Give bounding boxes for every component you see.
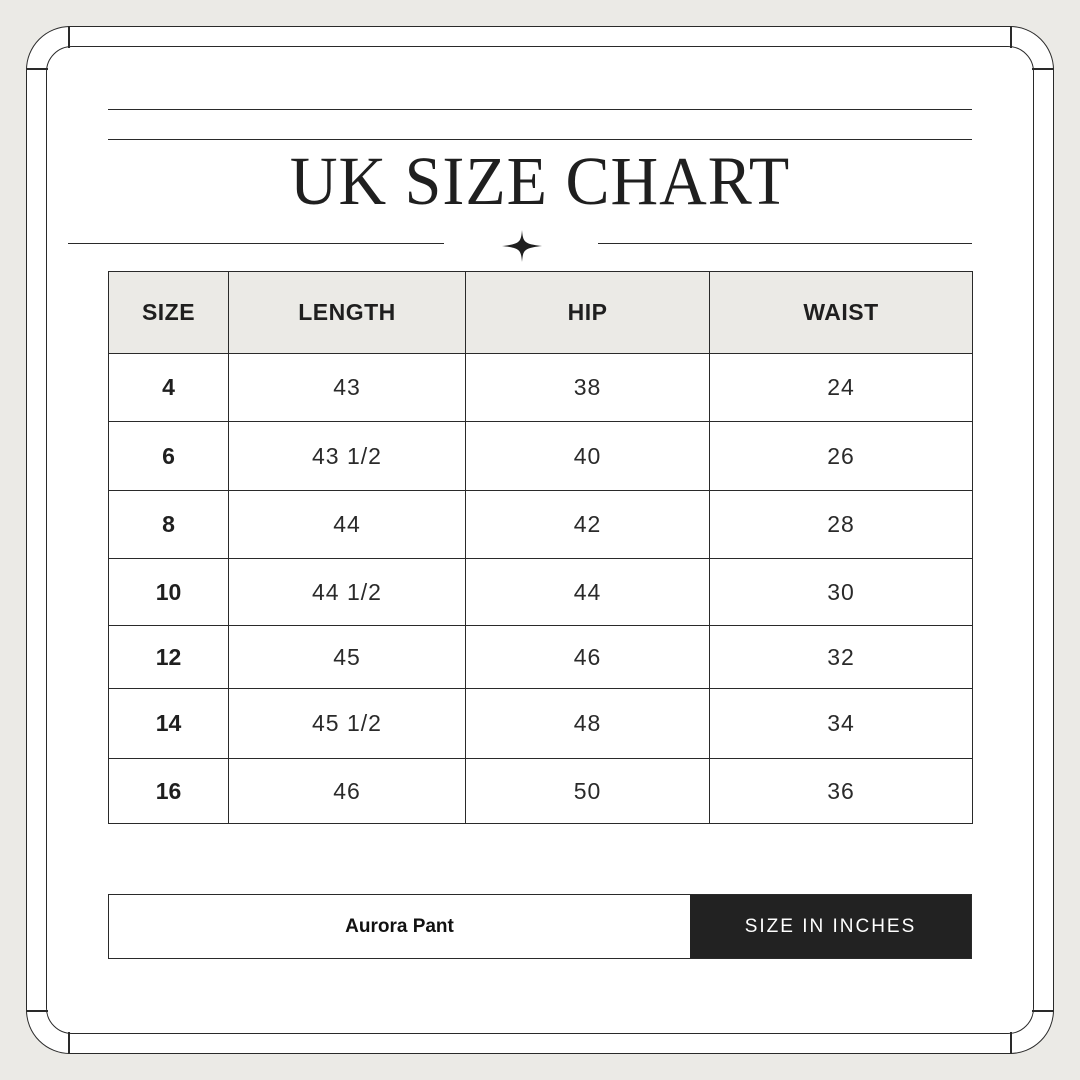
waist-cell: 28 [710,491,973,559]
size-cell: 12 [109,626,229,689]
product-name: Aurora Pant [345,915,454,937]
column-header-hip: HIP [466,272,710,354]
length-cell: 43 1/2 [229,422,466,491]
corner-tick [1010,1032,1012,1054]
waist-cell: 24 [710,354,973,422]
waist-cell: 36 [710,759,973,824]
waist-cell: 30 [710,559,973,626]
sparkle-icon [500,228,544,264]
table-row [109,354,973,422]
hip-cell: 40 [466,422,710,491]
hip-cell: 38 [466,354,710,422]
corner-tick [1010,26,1012,48]
size-cell: 6 [109,422,229,491]
corner-tick [68,1032,70,1054]
length-cell: 43 [229,354,466,422]
table-header-row [109,272,973,354]
column-header-length: LENGTH [229,272,466,354]
corner-tick [1032,1010,1054,1012]
table-row [109,422,973,491]
header-rule-top [108,109,972,110]
table-row [109,759,973,824]
unit-badge: SIZE IN INCHES [690,895,971,958]
waist-cell: 34 [710,689,973,759]
length-cell: 44 [229,491,466,559]
hip-cell: 48 [466,689,710,759]
waist-cell: 32 [710,626,973,689]
hip-cell: 42 [466,491,710,559]
page-title: UK SIZE CHART [289,143,791,220]
size-cell: 4 [109,354,229,422]
divider-rule-right [598,243,972,244]
corner-tick [26,1010,48,1012]
hip-cell: 44 [466,559,710,626]
table-row [109,491,973,559]
hip-cell: 46 [466,626,710,689]
table-row [109,559,973,626]
length-cell: 45 1/2 [229,689,466,759]
footer-bar [108,894,972,959]
size-cell: 8 [109,491,229,559]
size-table [108,271,973,824]
corner-tick [1032,68,1054,70]
size-cell: 14 [109,689,229,759]
length-cell: 45 [229,626,466,689]
length-cell: 46 [229,759,466,824]
length-cell: 44 1/2 [229,559,466,626]
size-cell: 16 [109,759,229,824]
size-cell: 10 [109,559,229,626]
corner-tick [68,26,70,48]
table-row [109,689,973,759]
table-row [109,626,973,689]
column-header-size: SIZE [109,272,229,354]
divider-rule-left [68,243,444,244]
waist-cell: 26 [710,422,973,491]
corner-tick [26,68,48,70]
column-header-waist: WAIST [710,272,973,354]
hip-cell: 50 [466,759,710,824]
